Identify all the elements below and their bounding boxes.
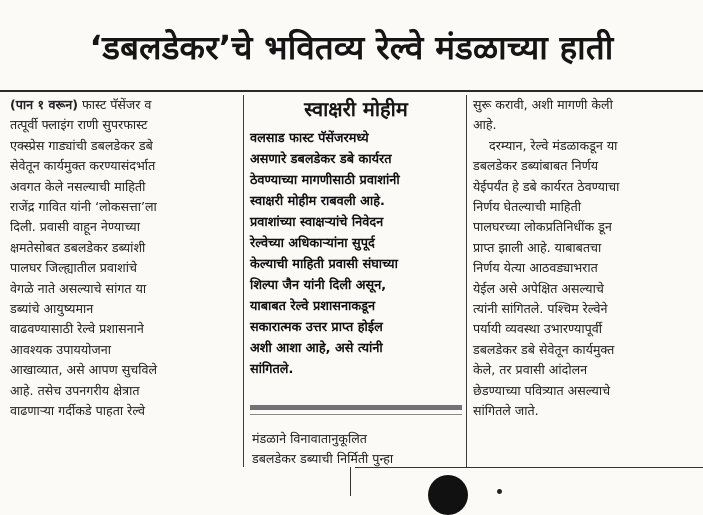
column-divider-2 xyxy=(466,95,467,467)
next-article-top-rule xyxy=(350,467,703,468)
sidebar-subheading: स्वाक्षरी मोहीम xyxy=(304,97,408,121)
column-divider-1 xyxy=(243,95,244,467)
column-1-text: फास्ट पॅसेंजर व तत्पूर्वी फ्लाइंग राणी सुपरफास्ट एक्स्प्रेस गाड्यांची डबलडेकर डबे सेवेतून कार्यमुक्त करण्यासंदर्भात अवगत केले नसल्याची माहिती राजेंद्र गावित यांनी ‘लोकसत्ता’ला दिली. प्रवासी वाहून नेण्याच्या क्षमतेसोबत डबलडेकर डब्यांशी पालघर जिल्ह्यातील प्रवाशांचे वेगळे नाते असल्याचे सांगत या डब्यांचे आयुष्यमान वाढवण्यासाठी रेल्वे प्रशासनाने आवश्यक उपाययोजना आखाव्यात, असे आपण सुचविले आहे. तसेच उपनगरीय क्षेत्रात वाढणाऱ्या गर्दीकडे पाहता रेल्वे xyxy=(10,97,158,419)
cropped-graphic xyxy=(428,475,468,515)
headline-rule xyxy=(0,90,703,92)
article-column-3: सुरू करावी, अशी मागणी केली आहे. दरम्यान, रेल्वे मंडळाकडून या डबलडेकर डब्यांबाबत निर्णय येईपर्यंत हे डबे कार्यरत ठेवण्याचा निर्णय घेतल्याची माहिती पालघरच्या लोकप्रतिनिधींक डून प्राप्त झाली आहे. याबाबतचा निर्णय येत्या आठवड्याभरात येईल असे अपेक्षित असल्याचे त्यांनी सांगितले. पश्चिम रेल्वेने पर्यायी व्यवस्था उभारण्यापूर्वी डबलडेकर डबे सेवेतून कार्यमुक्त केले, तर प्रवासी आंदोलन छेडण्याच्या पवित्र्यात असल्याचे सांगितले जाते. xyxy=(473,97,620,419)
next-article-box-edge xyxy=(350,467,355,496)
headline: ‘डबलडेकर’चे भवितव्य रेल्वे मंडळाच्या हाती xyxy=(89,27,614,67)
cropped-text-fragment xyxy=(497,489,502,494)
sidebar-thin-rule xyxy=(250,414,462,415)
sidebar-box-text: वलसाड फास्ट पॅसेंजरमध्ये असणारे डबलडेकर डबे कार्यरत ठेवण्याच्या मागणीसाठी प्रवाशांनी स्वाक्षरी मोहीम राबवली आहे. प्रवाशांच्या स्वाक्षऱ्यांचे निवेदन रेल्वेच्या अधिकाऱ्यांना सुपूर्द केल्याची माहिती प्रवासी संघाच्या शिल्पा जैन यांनी दिली असून, याबाबत रेल्वे प्रशासनाकडून सकारात्मक उत्तर प्राप्त होईल अशी आशा आहे, असे त्यांनी सांगितले. xyxy=(250,131,400,377)
article-column-1 xyxy=(10,95,238,422)
continued-from-page-label: (पान १ वरून) xyxy=(10,97,79,112)
column-2-continuation-text: मंडळाने विनावातानुकूलित डबलडेकर डब्याची निर्मिती पुन्हा xyxy=(252,431,394,467)
sidebar-thick-rule xyxy=(250,405,462,410)
